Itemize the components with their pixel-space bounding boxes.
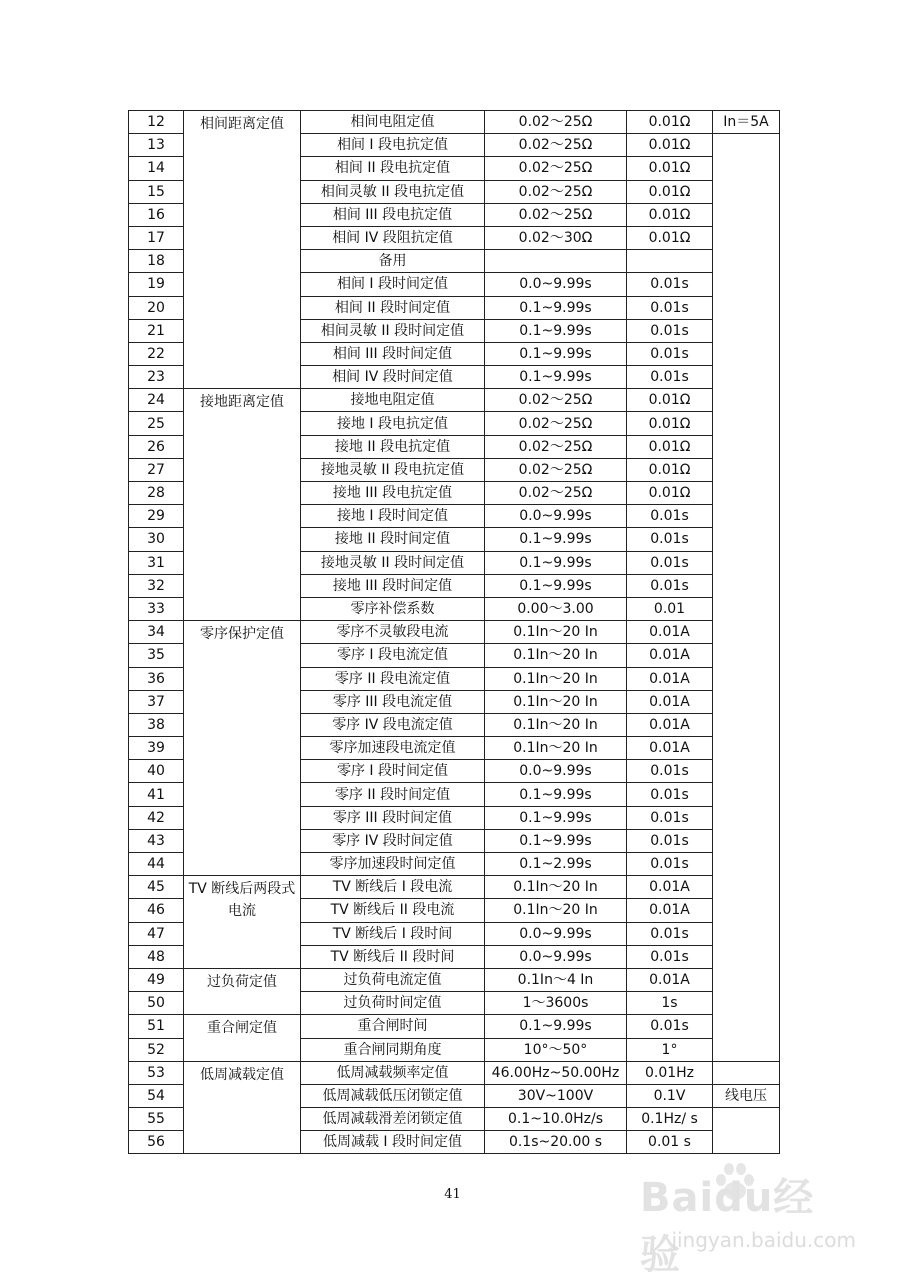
setting-range-cell: 0.0~9.99s bbox=[485, 273, 627, 296]
setting-name-cell: 零序加速段时间定值 bbox=[301, 853, 485, 876]
setting-step-cell: 0.01Ω bbox=[627, 435, 713, 458]
setting-step-cell: 0.01 bbox=[627, 597, 713, 620]
setting-range-cell: 0.1In～20 In bbox=[485, 644, 627, 667]
setting-name-cell: 零序 IV 段时间定值 bbox=[301, 829, 485, 852]
note-cell bbox=[713, 1108, 780, 1154]
setting-step-cell: 0.01Ω bbox=[627, 482, 713, 505]
setting-name-cell: TV 断线后 I 段时间 bbox=[301, 922, 485, 945]
setting-name-cell: TV 断线后 II 段时间 bbox=[301, 945, 485, 968]
setting-range-cell: 0.0~9.99s bbox=[485, 505, 627, 528]
group-label-cell: 相间距离定值 bbox=[184, 111, 301, 389]
setting-step-cell: 1° bbox=[627, 1038, 713, 1061]
setting-name-cell: 相间 II 段时间定值 bbox=[301, 296, 485, 319]
setting-name-cell: 零序 I 段时间定值 bbox=[301, 760, 485, 783]
row-number-cell: 28 bbox=[129, 482, 184, 505]
settings-table bbox=[128, 110, 780, 1154]
note-cell bbox=[713, 1061, 780, 1084]
setting-range-cell: 0.02～25Ω bbox=[485, 412, 627, 435]
row-number-cell: 13 bbox=[129, 134, 184, 157]
setting-step-cell: 0.1V bbox=[627, 1084, 713, 1107]
setting-range-cell: 0.1In～20 In bbox=[485, 713, 627, 736]
setting-name-cell: 接地 I 段电抗定值 bbox=[301, 412, 485, 435]
setting-range-cell: 0.02～30Ω bbox=[485, 226, 627, 249]
setting-range-cell: 0.0~9.99s bbox=[485, 922, 627, 945]
setting-range-cell: 0.1In～4 In bbox=[485, 968, 627, 991]
setting-range-cell: 0.02～25Ω bbox=[485, 389, 627, 412]
setting-step-cell: 0.01A bbox=[627, 690, 713, 713]
setting-step-cell: 0.01s bbox=[627, 551, 713, 574]
table-row bbox=[129, 389, 780, 412]
setting-name-cell: 相间 IV 段时间定值 bbox=[301, 366, 485, 389]
row-number-cell: 39 bbox=[129, 737, 184, 760]
setting-step-cell: 0.01s bbox=[627, 945, 713, 968]
setting-step-cell: 0.01s bbox=[627, 829, 713, 852]
row-number-cell: 54 bbox=[129, 1084, 184, 1107]
setting-range-cell: 10°～50° bbox=[485, 1038, 627, 1061]
setting-range-cell: 0.1In～20 In bbox=[485, 737, 627, 760]
setting-step-cell: 0.01s bbox=[627, 1015, 713, 1038]
baidu-watermark bbox=[640, 1160, 870, 1278]
setting-range-cell: 0.1~9.99s bbox=[485, 319, 627, 342]
setting-step-cell: 0.01s bbox=[627, 273, 713, 296]
setting-range-cell: 0.1~10.0Hz/s bbox=[485, 1108, 627, 1131]
setting-name-cell: 零序 III 段时间定值 bbox=[301, 806, 485, 829]
table-row bbox=[129, 111, 780, 134]
row-number-cell: 19 bbox=[129, 273, 184, 296]
setting-range-cell: 0.1~9.99s bbox=[485, 829, 627, 852]
setting-range-cell: 0.02～25Ω bbox=[485, 157, 627, 180]
row-number-cell: 37 bbox=[129, 690, 184, 713]
setting-step-cell: 0.01s bbox=[627, 342, 713, 365]
row-number-cell: 21 bbox=[129, 319, 184, 342]
setting-name-cell: 过负荷电流定值 bbox=[301, 968, 485, 991]
setting-step-cell: 0.01Ω bbox=[627, 203, 713, 226]
setting-name-cell: 零序 IV 段电流定值 bbox=[301, 713, 485, 736]
setting-name-cell: 零序不灵敏段电流 bbox=[301, 621, 485, 644]
row-number-cell: 24 bbox=[129, 389, 184, 412]
note-cell bbox=[713, 134, 780, 1062]
settings-table-body bbox=[129, 111, 780, 1154]
setting-range-cell: 0.0~9.99s bbox=[485, 760, 627, 783]
row-number-cell: 23 bbox=[129, 366, 184, 389]
setting-range-cell: 0.02～25Ω bbox=[485, 134, 627, 157]
row-number-cell: 30 bbox=[129, 528, 184, 551]
table-row bbox=[129, 876, 780, 899]
row-number-cell: 38 bbox=[129, 713, 184, 736]
setting-step-cell: 0.01s bbox=[627, 296, 713, 319]
setting-range-cell: 0.02～25Ω bbox=[485, 203, 627, 226]
row-number-cell: 44 bbox=[129, 853, 184, 876]
setting-name-cell: 接地灵敏 II 段时间定值 bbox=[301, 551, 485, 574]
setting-range-cell: 0.1In～20 In bbox=[485, 690, 627, 713]
setting-name-cell: 低周减载 I 段时间定值 bbox=[301, 1131, 485, 1154]
setting-range-cell: 0.1~9.99s bbox=[485, 342, 627, 365]
setting-name-cell: 接地 I 段时间定值 bbox=[301, 505, 485, 528]
setting-name-cell: 低周减载滑差闭锁定值 bbox=[301, 1108, 485, 1131]
setting-step-cell: 0.01s bbox=[627, 922, 713, 945]
setting-range-cell: 0.02～25Ω bbox=[485, 180, 627, 203]
setting-range-cell: 46.00Hz~50.00Hz bbox=[485, 1061, 627, 1084]
setting-range-cell: 0.1~2.99s bbox=[485, 853, 627, 876]
setting-range-cell: 0.1In～20 In bbox=[485, 876, 627, 899]
setting-range-cell: 0.1~9.99s bbox=[485, 783, 627, 806]
group-label-cell: 零序保护定值 bbox=[184, 621, 301, 876]
setting-step-cell: 0.01Hz bbox=[627, 1061, 713, 1084]
setting-step-cell: 0.01s bbox=[627, 853, 713, 876]
setting-step-cell: 0.01Ω bbox=[627, 111, 713, 134]
row-number-cell: 29 bbox=[129, 505, 184, 528]
setting-range-cell: 0.0~9.99s bbox=[485, 945, 627, 968]
row-number-cell: 45 bbox=[129, 876, 184, 899]
setting-name-cell: 相间 IV 段阻抗定值 bbox=[301, 226, 485, 249]
row-number-cell: 18 bbox=[129, 250, 184, 273]
setting-range-cell: 0.1In～20 In bbox=[485, 621, 627, 644]
setting-range-cell: 0.1~9.99s bbox=[485, 574, 627, 597]
row-number-cell: 56 bbox=[129, 1131, 184, 1154]
row-number-cell: 55 bbox=[129, 1108, 184, 1131]
setting-step-cell: 0.01Ω bbox=[627, 157, 713, 180]
setting-step-cell: 0.01s bbox=[627, 528, 713, 551]
setting-range-cell: 0.1~9.99s bbox=[485, 296, 627, 319]
setting-step-cell: 0.01 s bbox=[627, 1131, 713, 1154]
setting-name-cell: 接地 II 段时间定值 bbox=[301, 528, 485, 551]
setting-range-cell: 0.1In～20 In bbox=[485, 899, 627, 922]
setting-step-cell: 1s bbox=[627, 992, 713, 1015]
setting-range-cell: 0.1In～20 In bbox=[485, 667, 627, 690]
setting-step-cell: 0.01A bbox=[627, 644, 713, 667]
group-label-cell: 接地距离定值 bbox=[184, 389, 301, 621]
setting-step-cell: 0.01Ω bbox=[627, 134, 713, 157]
row-number-cell: 51 bbox=[129, 1015, 184, 1038]
setting-name-cell: TV 断线后 II 段电流 bbox=[301, 899, 485, 922]
setting-name-cell: 零序 II 段时间定值 bbox=[301, 783, 485, 806]
page-number: 41 bbox=[444, 1187, 461, 1202]
row-number-cell: 26 bbox=[129, 435, 184, 458]
setting-step-cell: 0.01A bbox=[627, 968, 713, 991]
setting-step-cell: 0.01s bbox=[627, 760, 713, 783]
group-label-cell: 重合闸定值 bbox=[184, 1015, 301, 1061]
setting-step-cell: 0.1Hz/ s bbox=[627, 1108, 713, 1131]
setting-step-cell: 0.01Ω bbox=[627, 412, 713, 435]
row-number-cell: 22 bbox=[129, 342, 184, 365]
row-number-cell: 40 bbox=[129, 760, 184, 783]
setting-name-cell: 零序补偿系数 bbox=[301, 597, 485, 620]
setting-step-cell: 0.01A bbox=[627, 876, 713, 899]
setting-range-cell: 1～3600s bbox=[485, 992, 627, 1015]
setting-name-cell: 零序加速段电流定值 bbox=[301, 737, 485, 760]
setting-range-cell: 0.1~9.99s bbox=[485, 366, 627, 389]
setting-name-cell: 相间灵敏 II 段时间定值 bbox=[301, 319, 485, 342]
setting-name-cell: 相间 I 段时间定值 bbox=[301, 273, 485, 296]
setting-name-cell: 相间 III 段电抗定值 bbox=[301, 203, 485, 226]
setting-name-cell: 接地灵敏 II 段电抗定值 bbox=[301, 458, 485, 481]
watermark-url: jingyan.baidu.com bbox=[671, 1228, 856, 1252]
table-row bbox=[129, 1015, 780, 1038]
setting-name-cell: 接地电阻定值 bbox=[301, 389, 485, 412]
row-number-cell: 31 bbox=[129, 551, 184, 574]
table-row bbox=[129, 968, 780, 991]
row-number-cell: 17 bbox=[129, 226, 184, 249]
row-number-cell: 20 bbox=[129, 296, 184, 319]
setting-name-cell: 低周减载频率定值 bbox=[301, 1061, 485, 1084]
setting-range-cell: 0.1~9.99s bbox=[485, 806, 627, 829]
row-number-cell: 34 bbox=[129, 621, 184, 644]
setting-step-cell: 0.01A bbox=[627, 667, 713, 690]
row-number-cell: 49 bbox=[129, 968, 184, 991]
setting-name-cell: 接地 II 段电抗定值 bbox=[301, 435, 485, 458]
setting-name-cell: 相间 II 段电抗定值 bbox=[301, 157, 485, 180]
setting-step-cell: 0.01s bbox=[627, 366, 713, 389]
row-number-cell: 15 bbox=[129, 180, 184, 203]
table-row bbox=[129, 621, 780, 644]
setting-range-cell: 30V~100V bbox=[485, 1084, 627, 1107]
setting-step-cell: 0.01Ω bbox=[627, 226, 713, 249]
row-number-cell: 32 bbox=[129, 574, 184, 597]
setting-step-cell: 0.01s bbox=[627, 574, 713, 597]
setting-step-cell bbox=[627, 250, 713, 273]
setting-step-cell: 0.01s bbox=[627, 806, 713, 829]
setting-range-cell: 0.02～25Ω bbox=[485, 458, 627, 481]
setting-name-cell: 相间灵敏 II 段电抗定值 bbox=[301, 180, 485, 203]
setting-name-cell: 零序 III 段电流定值 bbox=[301, 690, 485, 713]
setting-name-cell: 相间 III 段时间定值 bbox=[301, 342, 485, 365]
setting-step-cell: 0.01A bbox=[627, 737, 713, 760]
setting-range-cell: 0.1s~20.00 s bbox=[485, 1131, 627, 1154]
setting-name-cell: 接地 III 段时间定值 bbox=[301, 574, 485, 597]
setting-step-cell: 0.01s bbox=[627, 319, 713, 342]
row-number-cell: 36 bbox=[129, 667, 184, 690]
setting-name-cell: 重合闸时间 bbox=[301, 1015, 485, 1038]
setting-name-cell: 相间电阻定值 bbox=[301, 111, 485, 134]
note-cell: 线电压 bbox=[713, 1084, 780, 1107]
setting-step-cell: 0.01A bbox=[627, 899, 713, 922]
setting-name-cell: 零序 I 段电流定值 bbox=[301, 644, 485, 667]
setting-step-cell: 0.01Ω bbox=[627, 180, 713, 203]
row-number-cell: 35 bbox=[129, 644, 184, 667]
row-number-cell: 27 bbox=[129, 458, 184, 481]
setting-name-cell: TV 断线后 I 段电流 bbox=[301, 876, 485, 899]
setting-name-cell: 相间 I 段电抗定值 bbox=[301, 134, 485, 157]
setting-range-cell: 0.02～25Ω bbox=[485, 435, 627, 458]
setting-range-cell: 0.02～25Ω bbox=[485, 482, 627, 505]
group-label-cell: 过负荷定值 bbox=[184, 968, 301, 1014]
row-number-cell: 14 bbox=[129, 157, 184, 180]
setting-step-cell: 0.01s bbox=[627, 783, 713, 806]
setting-range-cell: 0.1~9.99s bbox=[485, 1015, 627, 1038]
row-number-cell: 12 bbox=[129, 111, 184, 134]
setting-range-cell bbox=[485, 250, 627, 273]
setting-step-cell: 0.01Ω bbox=[627, 458, 713, 481]
row-number-cell: 52 bbox=[129, 1038, 184, 1061]
row-number-cell: 48 bbox=[129, 945, 184, 968]
setting-step-cell: 0.01A bbox=[627, 713, 713, 736]
row-number-cell: 46 bbox=[129, 899, 184, 922]
setting-range-cell: 0.1~9.99s bbox=[485, 528, 627, 551]
table-row bbox=[129, 1061, 780, 1084]
note-cell: In＝5A bbox=[713, 111, 780, 134]
row-number-cell: 33 bbox=[129, 597, 184, 620]
row-number-cell: 43 bbox=[129, 829, 184, 852]
setting-name-cell: 低周减载低压闭锁定值 bbox=[301, 1084, 485, 1107]
row-number-cell: 16 bbox=[129, 203, 184, 226]
setting-name-cell: 接地 III 段电抗定值 bbox=[301, 482, 485, 505]
setting-name-cell: 重合闸同期角度 bbox=[301, 1038, 485, 1061]
row-number-cell: 41 bbox=[129, 783, 184, 806]
setting-step-cell: 0.01Ω bbox=[627, 389, 713, 412]
setting-range-cell: 0.1~9.99s bbox=[485, 551, 627, 574]
row-number-cell: 25 bbox=[129, 412, 184, 435]
setting-step-cell: 0.01A bbox=[627, 621, 713, 644]
row-number-cell: 53 bbox=[129, 1061, 184, 1084]
row-number-cell: 50 bbox=[129, 992, 184, 1015]
group-label-cell: TV 断线后两段式电流 bbox=[184, 876, 301, 969]
row-number-cell: 47 bbox=[129, 922, 184, 945]
setting-range-cell: 0.02～25Ω bbox=[485, 111, 627, 134]
watermark-logo-text: Baidu经验 bbox=[640, 1175, 815, 1278]
setting-range-cell: 0.00～3.00 bbox=[485, 597, 627, 620]
row-number-cell: 42 bbox=[129, 806, 184, 829]
setting-name-cell: 零序 II 段电流定值 bbox=[301, 667, 485, 690]
setting-step-cell: 0.01s bbox=[627, 505, 713, 528]
setting-name-cell: 备用 bbox=[301, 250, 485, 273]
setting-name-cell: 过负荷时间定值 bbox=[301, 992, 485, 1015]
group-label-cell: 低周减载定值 bbox=[184, 1061, 301, 1154]
